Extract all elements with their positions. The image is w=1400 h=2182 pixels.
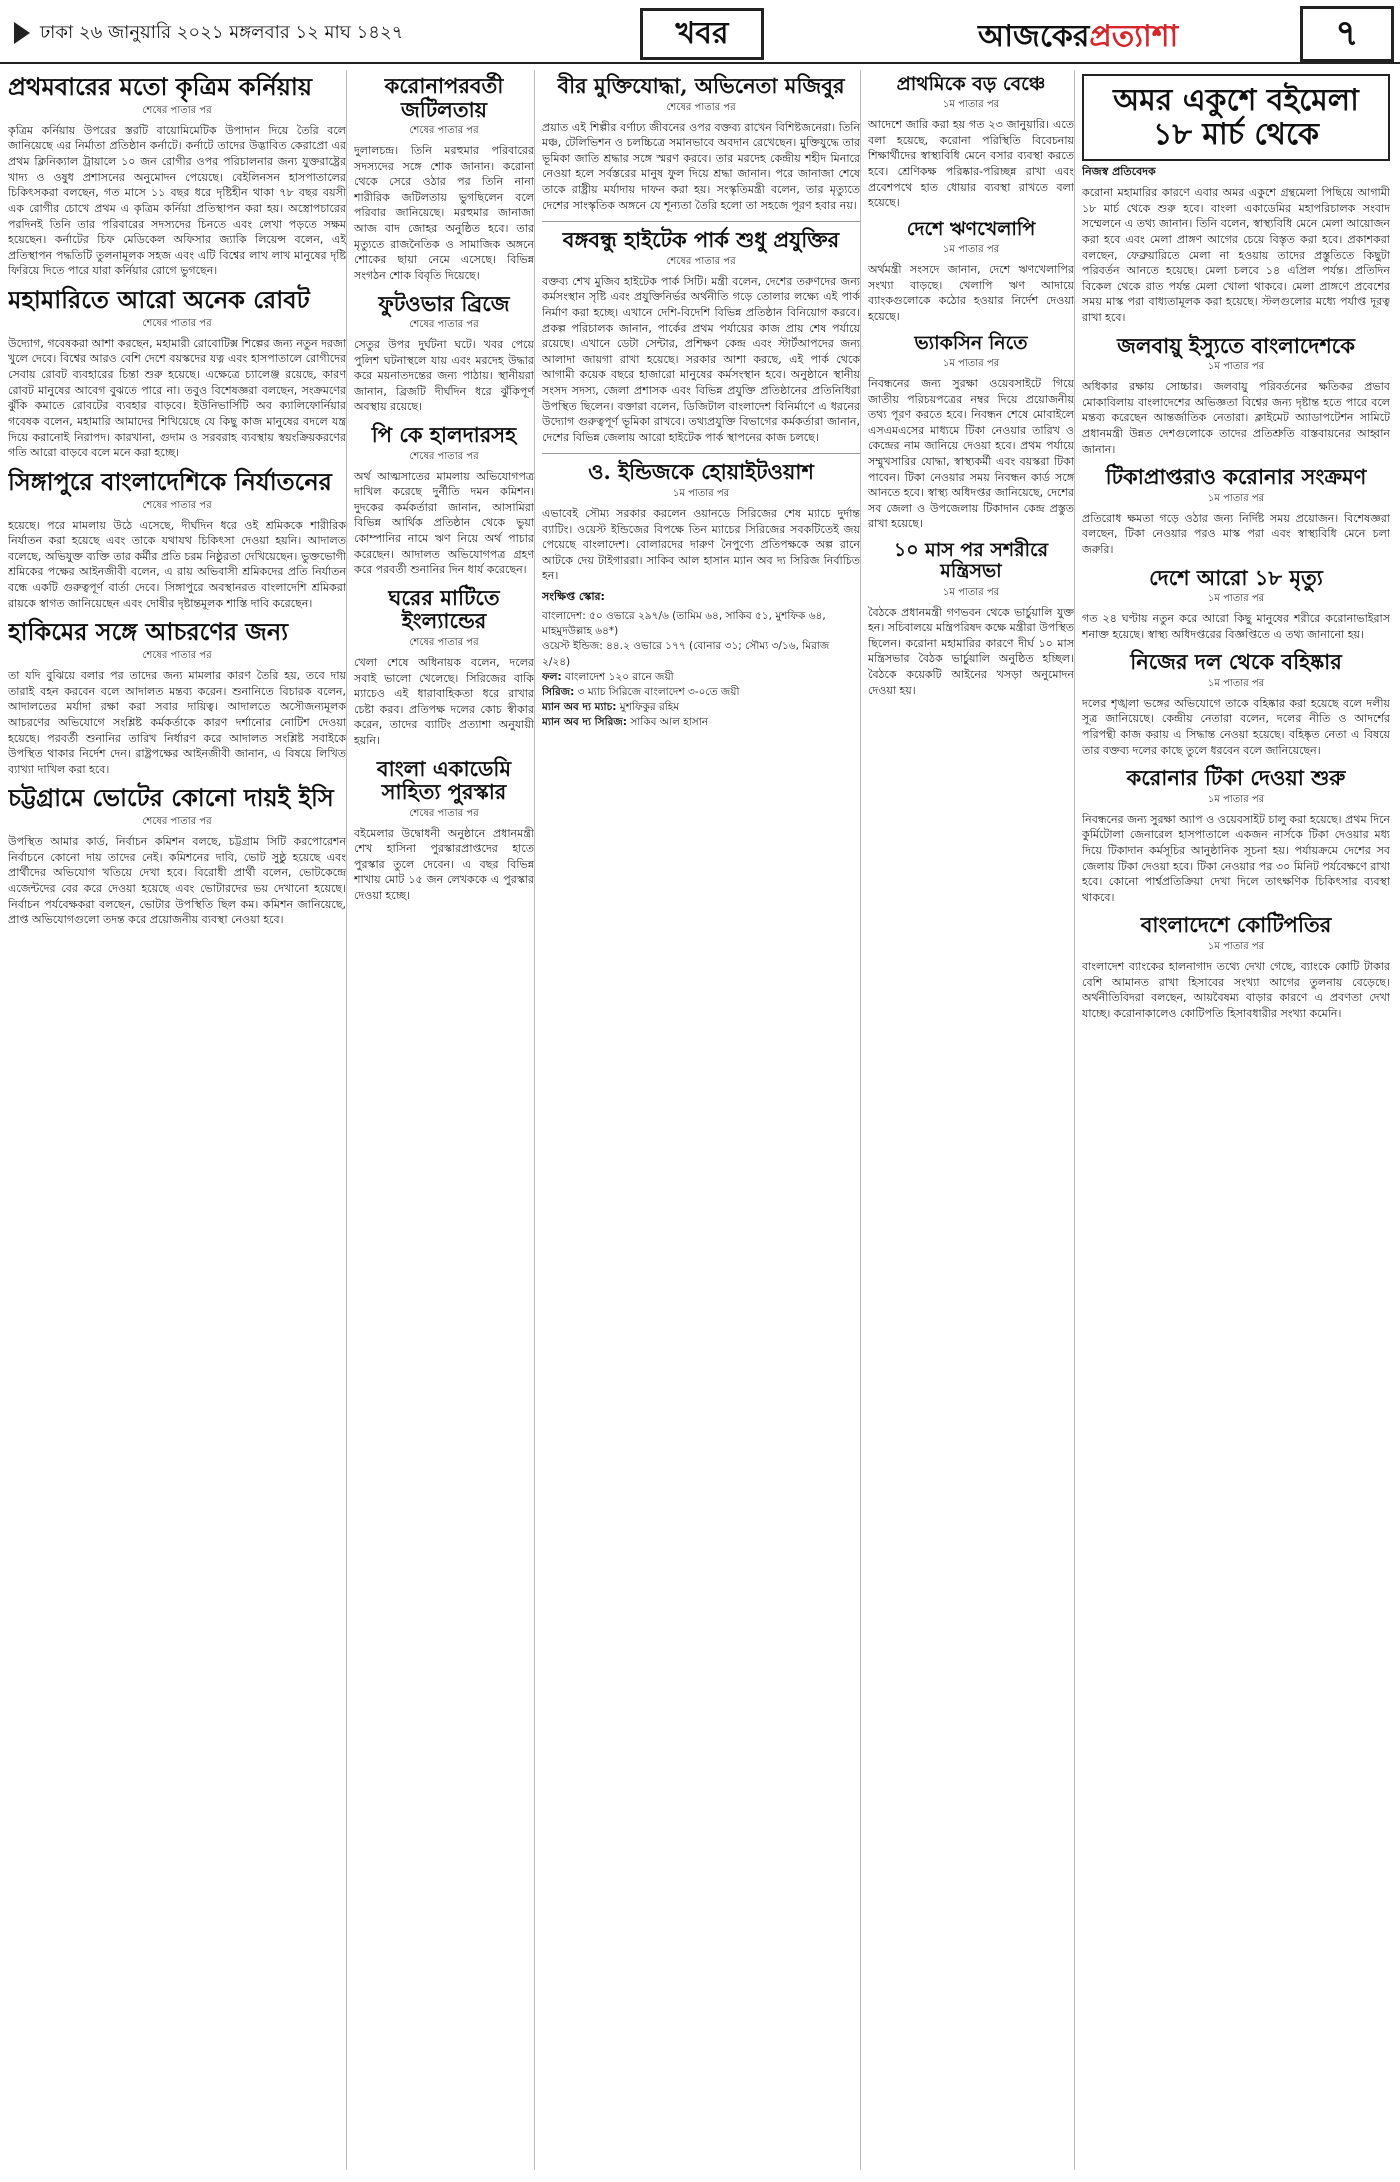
article-body: খেলা শেষে অধিনায়ক বলেন, দলের সবাই ভালো খেলেছে। সিরিজের বাকি ম্যাচেও এই ধারাবাহিকতা ধরে রাখার চেষ্টা করব। প্রতিপক্ষ দলের কোচ স্বীকার করেন, তাদের ব্যাটিং প্রত্যাশা অনুযায়ী হয়নি।: [354, 655, 534, 747]
continued-from: শেষের পাতার পর: [409, 125, 479, 137]
headline[interactable]: পি কে হালদারসহ: [371, 422, 517, 448]
column-2: [354, 70, 535, 2170]
article-footover-bridge: [354, 292, 534, 416]
continued-from: শেষের পাতার পর: [666, 101, 736, 113]
headline[interactable]: চট্টগ্রামে ভোটের কোনো দায়ই ইসি: [8, 783, 334, 813]
mos-value: সাকিব আল হাসান: [630, 716, 709, 729]
score-series: [542, 685, 860, 700]
article-body: নিবন্ধনের জন্য সুরক্ষা ওয়েবসাইটে গিয়ে জাতীয় পরিচয়পত্রের নম্বর দিয়ে প্রয়োজনীয় তথ্য পূরণ করতে হবে। নিবন্ধন শেষে মোবাইলে এসএমএসের মাধ্যমে টিকা নেওয়ার তারিখ ও কেন্দ্রের নাম জানিয়ে দেওয়া হবে। প্রথম পর্যায়ে সম্মুখসারির যোদ্ধা, স্বাস্থ্যকর্মী এবং বয়স্করা টিকা পাবেন। টিকা নেওয়ার সময় নিবন্ধন কার্ড সঙ্গে আনতে হবে। স্বাস্থ্য অধিদপ্তর জানিয়েছে, দেশের সব জেলা ও উপজেলায় টিকাদান কেন্দ্র প্রস্তুত রাখা হয়েছে।: [868, 376, 1074, 531]
article-body: হয়েছে। পরে মামলায় উঠে এসেছে, দীর্ঘদিন ধরে ওই শ্রমিককে শারীরিক নির্যাতন করা হয়েছে এবং তাকে যথাযথ চিকিৎসা দেওয়া হয়নি। আদালত বলেছে, অভিযুক্ত ব্যক্তি তার কর্মীর প্রতি চরম নিষ্ঠুরতা দেখিয়েছেন। ভুক্তভোগী শ্রমিকের পক্ষের আইনজীবী বলেন, এ রায় অভিবাসী শ্রমিকদের প্রতি নির্যাতন বন্ধে একটি গুরুত্বপূর্ণ বার্তা দেবে। সিঙ্গাপুরে অবস্থানরত বাংলাদেশি শ্রমিকরা রায়কে স্বাগত জানিয়েছেন এবং দোষীর দৃষ্টান্তমূলক শাস্তি দাবি করেছেন।: [8, 518, 346, 610]
headline[interactable]: করোনার টিকা দেওয়া শুরু: [1126, 765, 1346, 791]
headline[interactable]: বাংলা একাডেমি সাহিত্য পুরস্কার: [376, 755, 512, 805]
headline[interactable]: দেশে আরো ১৮ মৃত্যু: [1149, 564, 1323, 590]
headline[interactable]: টিকাপ্রাপ্তরাও করোনার সংক্রমণ: [1105, 464, 1367, 490]
series-value: ৩ ম্যাচ সিরিজে বাংলাদেশ ৩-০তে জয়ী: [577, 686, 740, 699]
article-millionaires: [1082, 913, 1390, 1021]
result-label: ফল:: [542, 670, 562, 683]
headline[interactable]: দেশে ঋণখেলাপি: [906, 217, 1036, 240]
continued-from: শেষের পাতার পর: [409, 450, 479, 462]
continued-from: শেষের পাতার পর: [666, 255, 736, 267]
headline[interactable]: ঘরের মাটিতে ইংল্যান্ডের: [388, 584, 500, 634]
continued-from: ১ম পাতার পর: [1207, 492, 1265, 504]
continued-from: শেষের পাতার পর: [142, 317, 212, 329]
continued-from: ১ম পাতার পর: [942, 586, 1000, 598]
headline[interactable]: বঙ্গবন্ধু হাইটেক পার্ক শুধু প্রযুক্তির: [562, 227, 840, 253]
continued-from: ১ম পাতার পর: [942, 244, 1000, 256]
score-line: বাংলাদেশ: ৫০ ওভারে ২৯৭/৬ (তামিম ৬৪, সাকিব ৫১, মুশফিক ৬৪, মাহমুদউল্লাহ ৬৪*): [542, 609, 826, 638]
article-vaccination-start: [1082, 766, 1390, 905]
headline[interactable]: নিজের দল থেকে বহিষ্কার: [1130, 649, 1342, 675]
article-england-home: [354, 586, 534, 749]
reporter-byline: নিজস্ব প্রতিবেদক: [1082, 165, 1156, 179]
continued-from: ১ম পাতার পর: [1207, 593, 1265, 605]
article-judge-conduct: [8, 619, 346, 777]
article-body: করোনা মহামারির কারণে এবার অমর একুশে গ্রন্থমেলা পিছিয়ে আগামী ১৮ মার্চ থেকে শুরু হবে। বাংলা একাডেমির মহাপরিচালক সংবাদ সম্মেলনে এ তথ্য জানান। তিনি বলেন, স্বাস্থ্যবিধি মেনে মেলা আয়োজন করা হবে এবং মেলা প্রাঙ্গণ আগের চেয়ে বিস্তৃত করা হবে। প্রকাশকরা বলছেন, ফেব্রুয়ারিতে মেলা না হওয়ায় তাদের প্রস্তুতিতে কিছুটা পরিবর্তন আনতে হয়েছে। মেলা চলবে ১৪ এপ্রিল পর্যন্ত। প্রতিদিন বিকেল থেকে রাত পর্যন্ত মেলা খোলা থাকবে। মেলা প্রাঙ্গণে প্রবেশের সময় মাস্ক পরা বাধ্যতামূলক করা হয়েছে। স্টলগুলোর মধ্যে পর্যাপ্ত দূরত্ব রাখা হবে।: [1082, 186, 1390, 325]
headline[interactable]: সিঙ্গাপুরে বাংলাদেশিকে নির্যাতনের: [8, 466, 332, 496]
mom-value: মুশফিকুর রহিম: [619, 701, 680, 714]
article-body: বৈঠকে প্রধানমন্ত্রী গণভবন থেকে ভার্চুয়ালি যুক্ত হন। সচিবালয়ে মন্ত্রিপরিষদ কক্ষে মন্ত্রীরা উপস্থিত ছিলেন। করোনা মহামারির কারণে দীর্ঘ ১০ মাস মন্ত্রিসভার বৈঠক ভার্চুয়ালি অনুষ্ঠিত হচ্ছিল। বৈঠকে কয়েকটি আইনের খসড়া অনুমোদন দেওয়া হয়।: [868, 605, 1074, 697]
headline[interactable]: জলবায়ু ইস্যুতে বাংলাদেশকে: [1117, 332, 1355, 358]
article-book-fair: [1082, 74, 1390, 326]
series-label: সিরিজ:: [542, 686, 575, 699]
article-body: দলের শৃঙ্খলা ভঙ্গের অভিযোগে তাকে বহিষ্কার করা হয়েছে বলে দলীয় সূত্র জানিয়েছে। কেন্দ্রীয় নেতারা বলেন, দলের নীতি ও আদর্শের পরিপন্থী কাজ করায় এ সিদ্ধান্ত নেওয়া হয়েছে। বহিষ্কৃত নেতা এ বিষয়ে তার বক্তব্য দলের কাছে তুলে ধরবেন বলে জানিয়েছেন।: [1082, 696, 1390, 757]
article-primary-bench: [868, 74, 1074, 211]
column-5: [1082, 70, 1390, 2170]
continued-from: শেষের পাতার পর: [409, 319, 479, 331]
headline[interactable]: প্রথমবারের মতো কৃত্রিম কর্নিয়ায়: [8, 72, 312, 101]
article-vaccinated-infection: [1082, 465, 1390, 557]
continued-from: ১ম পাতার পর: [942, 99, 1000, 111]
headline[interactable]: হাকিমের সঙ্গে আচরণের জন্য: [8, 617, 289, 647]
article-bangla-academy-award: [354, 757, 534, 904]
article-body: গত ২৪ ঘণ্টায় নতুন করে আরো কিছু মানুষের শরীরে করোনাভাইরাস শনাক্ত হয়েছে। স্বাস্থ্য অধিদপ্তরের বিজ্ঞপ্তিতে এ তথ্য জানানো হয়।: [1082, 612, 1390, 641]
scorecard: [542, 609, 860, 731]
article-pk-halder: [354, 423, 534, 578]
article-hitech-park: [542, 228, 860, 445]
result-value: বাংলাদেশ ১২০ রানে জয়ী: [565, 670, 674, 683]
continued-from: শেষের পাতার পর: [142, 104, 212, 116]
score-mos: [542, 715, 860, 730]
article-body: বক্তব্য শেখ মুজিব হাইটেক পার্ক সিটি। মন্ত্রী বলেন, দেশের তরুণদের জন্য কর্মসংস্থান সৃষ্টি এবং প্রযুক্তিনির্ভর অর্থনীতি গড়ে তোলার লক্ষ্যে এই পার্ক নির্মাণ করা হচ্ছে। এখানে দেশি-বিদেশি বিভিন্ন প্রতিষ্ঠান বিনিয়োগ করবে। প্রকল্প পরিচালক জানান, পার্কের প্রথম পর্যায়ের কাজ প্রায় শেষ পর্যায়ে রয়েছে। এখানে ডেটা সেন্টার, প্রশিক্ষণ কেন্দ্র এবং স্টার্টআপদের জন্য আলাদা জায়গা রাখা হয়েছে। সরকার আশা করছে, এই পার্ক থেকে আগামী কয়েক বছরে হাজারো মানুষের কর্মসংস্থান হবে। অনুষ্ঠানে স্থানীয় সংসদ সদস্য, জেলা প্রশাসক এবং বিভিন্ন প্রযুক্তি প্রতিষ্ঠানের প্রতিনিধিরা উপস্থিত ছিলেন। বক্তারা বলেন, ডিজিটাল বাংলাদেশ বিনির্মাণে এ ধরনের উদ্যোগ গুরুত্বপূর্ণ ভূমিকা রাখবে। তথ্যপ্রযুক্তি বিভাগের কর্মকর্তারা জানান, দেশের বিভিন্ন জেলায় আরো হাইটেক পার্ক স্থাপনের কাজ চলছে।: [542, 274, 860, 444]
divider: [542, 221, 860, 222]
continued-from: ১ম পাতার পর: [1207, 940, 1265, 952]
article-party-expulsion: [1082, 650, 1390, 758]
article-body: উদ্যোগ, গবেষকরা আশা করছেন, মহামারী রোবোটিক্স শিল্পের জন্য নতুন দরজা খুলে দেবে। বিশ্বের আরও বেশি দেশে বয়স্কদের যত্ন এবং হাসপাতালে রোগীদের সেবায় রোবট ব্যবহারের চিন্তা শুরু হয়েছে। এক্ষেত্রে চ্যালেঞ্জ রয়েছে, কারণ রোবট মানুষের আবেগ বুঝতে পারে না। তবুও বিশেষজ্ঞরা বলছেন, সংক্রমণের ঝুঁকি কমাতে রোবটের ব্যবহার বাড়বে। ইউনিভার্সিটি অব ক্যালিফোর্নিয়ার গবেষক বলেন, মহামারি আমাদের শিখিয়েছে যে কিছু কাজ মানুষের বদলে যন্ত্র দিয়ে করানোই নিরাপদ। কারখানা, গুদাম ও সরবরাহ ব্যবস্থায় স্বয়ংক্রিয়করণের গতি আরো বাড়বে বলে মনে করা হচ্ছে।: [8, 336, 346, 460]
headline[interactable]: ১০ মাস পর সশরীরে মন্ত্রিসভা: [893, 538, 1049, 583]
article-body: অধিকার রক্ষায় সোচ্চার। জলবায়ু পরিবর্তনের ক্ষতিকর প্রভাব মোকাবিলায় বাংলাদেশের অভিজ্ঞতা বিশ্বের জন্য দৃষ্টান্ত হতে পারে বলে মন্তব্য করেছেন আন্তর্জাতিক নেতারা। ক্লাইমেট অ্যাডাপটেশন সামিটে প্রধানমন্ত্রী উন্নত দেশগুলোকে তাদের প্রতিশ্রুতি বাস্তবায়নের আহ্বান জানান।: [1082, 380, 1390, 456]
score-mom: [542, 700, 860, 715]
article-body: আদেশে জারি করা হয় গত ২৩ জানুয়ারি। এতে বলা হয়েছে, করোনা পরিস্থিতি বিবেচনায় শিক্ষার্থীদের স্বাস্থ্যবিধি মেনে বসার ব্যবস্থা করতে হবে। শ্রেণিকক্ষ পরিষ্কার-পরিচ্ছন্ন রাখা এবং প্রবেশপথে হাত ধোয়ার ব্যবস্থা রাখতে বলা হয়েছে।: [868, 118, 1074, 210]
continued-from: ১ম পাতার পর: [942, 357, 1000, 369]
article-body: এভাবেই সৌম্য সরকার করলেন ওয়ানডে সিরিজের শেষ ম্যাচে দুর্দান্ত ব্যাটিং। ওয়েস্ট ইন্ডিজের বিপক্ষে তিন ম্যাচের সিরিজের সবকটিতেই জয় পেয়েছে বাংলাদেশ। বোলারদের দারুণ নৈপুণ্যে প্রতিপক্ষকে অল্প রানে আটকে দেয় টাইগাররা। সাকিব আল হাসান ম্যান অব দ্য সিরিজ নির্বাচিত হন।: [542, 506, 860, 583]
article-body: সেতুর উপর দুর্ঘটনা ঘটে। খবর পেয়ে পুলিশ ঘটনাস্থলে যায় এবং মরদেহ উদ্ধার করে ময়নাতদন্তের জন্য পাঠায়। স্থানীয়রা জানান, ব্রিজটি দীর্ঘদিন ধরে ঝুঁকিপূর্ণ অবস্থায় রয়েছে।: [354, 338, 534, 414]
article-artificial-cornea: [8, 74, 346, 279]
scorecard-heading: সংক্ষিপ্ত স্কোর:: [542, 589, 605, 603]
article-post-covid: [354, 74, 534, 284]
article-cabinet-meeting: [868, 540, 1074, 698]
masthead-logo: [978, 12, 1178, 63]
article-body: তা যদি বুঝিয়ে বলার পর তাদের জন্য মামলার কারণ তৈরি হয়, তবে দায় তারাই বহন করবেন বলে আদালত মন্তব্য করেন। শুনানিতে বিচারক বলেন, আদালতের মর্যাদা রক্ষা করা সবার দায়িত্ব। আদালতে অসৌজন্যমূলক আচরণের অভিযোগে সংশ্লিষ্ট কর্মকর্তাকে কারণ দর্শানোর নোটিশ দেওয়া হয়েছে। পরবর্তী শুনানির তারিখ নির্ধারণ করে আদালত সংশ্লিষ্ট সবাইকে উপস্থিত থাকার নির্দেশ দেন। রাষ্ট্রপক্ষের আইনজীবী জানান, এ বিষয়ে লিখিত ব্যাখ্যা দাখিল করা হবে।: [8, 669, 346, 776]
page-header: [0, 0, 1400, 64]
continued-from: ১ম পাতার পর: [1207, 677, 1265, 689]
headline[interactable]: বীর মুক্তিযোদ্ধা, অভিনেতা মজিবুর: [557, 73, 845, 98]
continued-from: শেষের পাতার পর: [142, 816, 212, 828]
dateline: [14, 18, 403, 49]
article-body: অর্থমন্ত্রী সংসদে জানান, দেশে ঋণখেলাপির সংখ্যা বাড়ছে। খেলাপি ঋণ আদায়ে ব্যাংকগুলোকে কঠোর হওয়ার নির্দেশ দেওয়া হয়েছে।: [868, 263, 1074, 324]
continued-from: ১ম পাতার পর: [672, 487, 730, 499]
mom-label: ম্যান অব দ্য ম্যাচ:: [542, 701, 617, 714]
headline[interactable]: করোনাপরবর্তী জটিলতায়: [384, 73, 504, 122]
article-mojibur: [542, 74, 860, 213]
article-chattogram-ec: [8, 785, 346, 928]
section-label: খবর: [640, 8, 764, 60]
continued-from: ১ম পাতার পর: [1207, 793, 1265, 805]
arrow-icon: [14, 22, 30, 44]
article-pandemic-robots: [8, 284, 346, 461]
article-body: কৃত্রিম কর্নিয়ায় উপরের স্তরটি বায়োমিমেটিক উপাদান দিয়ে তৈরি বলে জানিয়েছে এর নির্মাতা প্রতিষ্ঠান কর্নাটে। কর্নাটে তাদের উদ্ভাবিত কেরাপ্রো এর প্রথম ক্লিনিক্যাল ট্রায়ালে ১০ জন রোগীর ওপর পরিচালনার জন্য যুক্তরাষ্ট্রের খাদ্য ও ওষুধ প্রশাসনের অনুমোদন পেয়েছে। বেইলিনসন হাসপাতালের চিকিৎসকরা বলছেন, গত মাসে ১১ বছর ধরে দৃষ্টিহীন থাকা ৭৮ বছর বয়সী এক রোগীর চোখে প্রথম এ কৃত্রিম কর্নিয়া প্রতিস্থাপন করা হয়। অস্ত্রোপচারের পরদিনই তিনি তার পরিবারের সদস্যদের চিনতে এবং লেখা পড়তে সক্ষম হয়েছেন। কর্নাটের চিফ মেডিকেল অফিসার জ্যাকি লিয়েন্স বলেন, এই প্রতিস্থাপন পদ্ধতিটি তুলনামূলক সহজ এবং এটি বিশ্বের লাখ লাখ মানুষের দৃষ্টি ফিরিয়ে দিতে পারে যারা কর্নিয়ার রোগে ভুগছেন।: [8, 123, 346, 278]
continued-from: শেষের পাতার পর: [142, 499, 212, 511]
page-number: ৭: [1300, 6, 1394, 62]
article-body: প্রয়াত এই শিল্পীর বর্ণাঢ্য জীবনের ওপর বক্তব্য রাখেন বিশিষ্টজনেরা। তিনি মঞ্চ, টেলিভিশন ও চলচ্চিত্রে সমানভাবে অবদান রেখেছেন। মুক্তিযুদ্ধে তার ভূমিকা জাতি শ্রদ্ধার সঙ্গে স্মরণ করবে। তার মরদেহ কেন্দ্রীয় শহীদ মিনারে নেওয়া হলে সর্বস্তরের মানুষ ফুল দিয়ে শ্রদ্ধা জানান। পরে জানাজা শেষে তাকে রাষ্ট্রীয় মর্যাদায় দাফন করা হয়। সংস্কৃতিমন্ত্রী বলেন, তার মৃত্যুতে দেশের সাংস্কৃতিক অঙ্গনে যে শূন্যতা তৈরি হলো তা সহজে পূরণ হবার নয়।: [542, 120, 860, 212]
continued-from: শেষের পাতার পর: [142, 650, 212, 662]
headline[interactable]: মহামারিতে আরো অনেক রোবট: [8, 284, 310, 314]
score-line: ওয়েস্ট ইন্ডিজ: ৪৪.২ ওভারে ১৭৭ (বোনার ৩১; সৌম্য ৩/১৬, মিরাজ ২/২৪): [542, 640, 830, 668]
mos-label: ম্যান অব দ্য সিরিজ:: [542, 716, 627, 729]
article-vaccine-register: [868, 333, 1074, 532]
article-body: বাংলাদেশ ব্যাংকের হালনাগাদ তথ্যে দেখা গেছে, ব্যাংকে কোটি টাকার বেশি আমানত রাখা হিসাবের সংখ্যা আগের তুলনায় বেড়েছে। অর্থনীতিবিদরা বলছেন, আয়বৈষম্য বাড়ার কারণে এ প্রবণতা দেখা যাচ্ছে। করোনাকালেও কোটিপতি হিসাবধারীর সংখ্যা কমেনি।: [1082, 959, 1390, 1020]
headline[interactable]: ভ্যাকসিন নিতে: [914, 331, 1028, 354]
headline[interactable]: বাংলাদেশে কোটিপতির: [1140, 912, 1332, 938]
article-loan-defaulter: [868, 219, 1074, 325]
dateline-text: ঢাকা ২৬ জানুয়ারি ২০২১ মঙ্গলবার ১২ মাঘ ১৪২৭: [40, 22, 404, 43]
article-body: নিবন্ধনের জন্য সুরক্ষা অ্যাপ ও ওয়েবসাইট চালু করা হয়েছে। প্রথম দিনে কুর্মিটোলা জেনারেল হাসপাতালে একজন নার্সকে টিকা দেওয়ার মধ্য দিয়ে টিকাদান কর্মসূচির আনুষ্ঠানিক সূচনা হয়। পর্যায়ক্রমে দেশের সব জেলায় টিকা দেওয়া হবে। টিকা নেওয়ার পর ৩০ মিনিট পর্যবেক্ষণে রাখা হবে। কোনো পার্শ্বপ্রতিক্রিয়া দেখা দিলে তাৎক্ষণিক চিকিৎসার ব্যবস্থা থাকবে।: [1082, 812, 1390, 904]
headline[interactable]: ফুটওভার ব্রিজে: [378, 290, 510, 316]
continued-from: শেষের পাতার পর: [409, 807, 479, 819]
article-body: অর্থ আত্মসাতের মামলায় অভিযোগপত্র দাখিল করেছে দুর্নীতি দমন কমিশন। দুদকের কর্মকর্তারা জানান, আসামিরা বিভিন্ন আর্থিক প্রতিষ্ঠান থেকে ভুয়া কোম্পানির নামে ঋণ নিয়ে অর্থ পাচার করেছেন। আদালত অভিযোগপত্র গ্রহণ করে পরবর্তী শুনানির দিন ধার্য করেছেন।: [354, 469, 534, 577]
article-singapore-abuse: [8, 466, 346, 612]
article-climate-issue: [1082, 334, 1390, 458]
column-4: [868, 70, 1075, 2170]
column-1: [8, 70, 347, 2170]
brand-accent: প্রত্যাশা: [1089, 19, 1179, 54]
column-3: [542, 70, 861, 2170]
article-18-deaths: [1082, 566, 1390, 643]
article-windies-whitewash: [542, 460, 860, 730]
divider: [542, 453, 860, 454]
headline[interactable]: প্রাথমিকে বড় বেঞ্চে: [896, 73, 1046, 95]
score-result: [542, 670, 860, 685]
headline[interactable]: ও. ইন্ডিজকে হোয়াইটওয়াশ: [588, 459, 814, 485]
continued-from: ১ম পাতার পর: [1207, 361, 1265, 373]
headline[interactable]: অমর একুশে বইমেলা ১৮ মার্চ থেকে: [1082, 74, 1390, 161]
article-body: দুলালচন্দ্র। তিনি মরহুমার পরিবারের সদস্যদের সঙ্গে শোক জানান। করোনা থেকে সেরে ওঠার পর তিনি নানা শারীরিক জটিলতায় ভুগছিলেন বলে পরিবার জানিয়েছে। মরহুমার জানাজা আজ বাদ জোহর অনুষ্ঠিত হবে। তার মৃত্যুতে রাজনৈতিক ও সামাজিক অঙ্গনে শোকের ছায়া নেমে এসেছে। বিভিন্ন সংগঠন শোক বিবৃতি দিয়েছে।: [354, 144, 534, 282]
continued-from: শেষের পাতার পর: [409, 636, 479, 648]
article-body: প্রতিরোধ ক্ষমতা গড়ে ওঠার জন্য নির্দিষ্ট সময় প্রয়োজন। বিশেষজ্ঞরা বলছেন, টিকা নেওয়ার পরও মাস্ক পরা এবং স্বাস্থ্যবিধি মেনে চলা জরুরি।: [1082, 511, 1390, 556]
article-body: উপস্থিত আমার কার্ড, নির্বাচন কমিশন বলছে, চট্টগ্রাম সিটি করপোরেশন নির্বাচনে কোনো দায় তাদের নেই। কমিশনের দাবি, ভোট সুষ্ঠু হয়েছে এবং প্রার্থীদের অভিযোগ খতিয়ে দেখা হবে। বিরোধী প্রার্থী বলেন, ভোটকেন্দ্রে এজেন্টদের বের করে দেওয়া হয়েছে এবং ভোটারদের ভয় দেখানো হয়েছে। নির্বাচন পর্যবেক্ষকরা বলছেন, ভোটার উপস্থিতি ছিল কম। কমিশন জানিয়েছে, প্রাপ্ত অভিযোগগুলো তদন্ত করে প্রয়োজনীয় ব্যবস্থা নেওয়া হবে।: [8, 835, 346, 927]
article-body: বইমেলার উদ্বোধনী অনুষ্ঠানে প্রধানমন্ত্রী শেখ হাসিনা পুরস্কারপ্রাপ্তদের হাতে পুরস্কার তুলে দেবেন। এ বছর বিভিন্ন শাখায় মোট ১৫ জন লেখককে এ পুরস্কার দেওয়া হচ্ছে।: [354, 826, 534, 903]
brand-prefix: আজকের: [978, 19, 1090, 54]
